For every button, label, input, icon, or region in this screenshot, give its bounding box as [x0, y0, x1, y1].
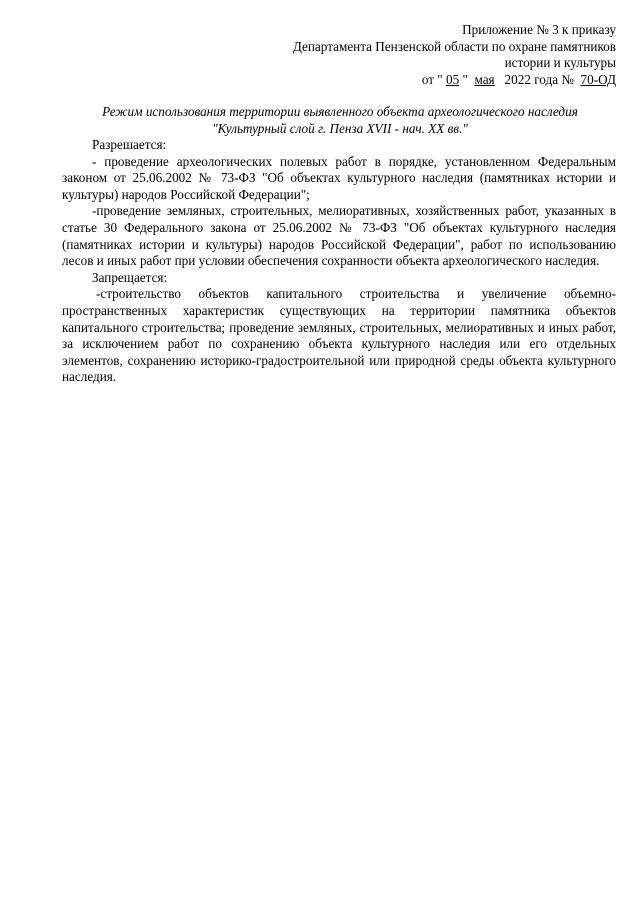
header-department-line: Департамента Пензенской области по охране памятников — [292, 38, 616, 54]
prohibited-label: Запрещается: — [92, 269, 168, 285]
title-line-2: "Культурный слой г. Пенза XVII - нач. XX вв." — [212, 120, 468, 136]
order-number: 70-ОД — [580, 71, 616, 87]
permitted-item-2: -проведение земляных, строительных, мелиоративных, хозяйственных работ, указанных в статье 30 Федерального закона от 25.06.2002 № 73-ФЗ "Об объектах культурного наследия (памятниках истории и культуры) народов Российской Федерации", работ по использованию лесов и иных работ при условии обеспечения сохранности объекта археологического наследия. — [62, 203, 616, 269]
title-line-1: Режим использования территории выявленного объекта археологического наследия — [102, 104, 578, 119]
document-title — [62, 104, 618, 137]
header-order-line — [196, 72, 616, 89]
document-header — [196, 22, 616, 88]
permitted-item-1: - проведение археологических полевых работ в порядке, установленном Федеральным законом от 25.06.2002 № 73-ФЗ "Об объектах культурного наследия (памятниках истории и культуры) народов Российской Федерации"; — [62, 153, 616, 202]
document-body — [62, 137, 616, 386]
order-prefix: от " — [421, 71, 443, 87]
header-department-line-cont: истории и культуры — [504, 55, 616, 71]
permitted-label: Разрешается: — [92, 137, 167, 152]
order-year: 2022 года № — [504, 71, 574, 87]
order-day: 05 — [445, 71, 460, 87]
order-month: мая — [474, 71, 495, 87]
header-appendix-line: Приложение № 3 к приказу — [462, 22, 616, 37]
order-day-close: " — [462, 71, 468, 87]
prohibited-item-1: -строительство объектов капитального строительства и увеличение объемно-пространственных характеристик существующих на территории памятника объектов капитального строительства; проведение земляных, строительных, мелиоративных и иных работ, за исключением работ по сохранению объекта культурного наследия или его отдельных элементов, сохранению историко-градостроительной или природной среды объекта культурного наследия. — [62, 286, 616, 385]
